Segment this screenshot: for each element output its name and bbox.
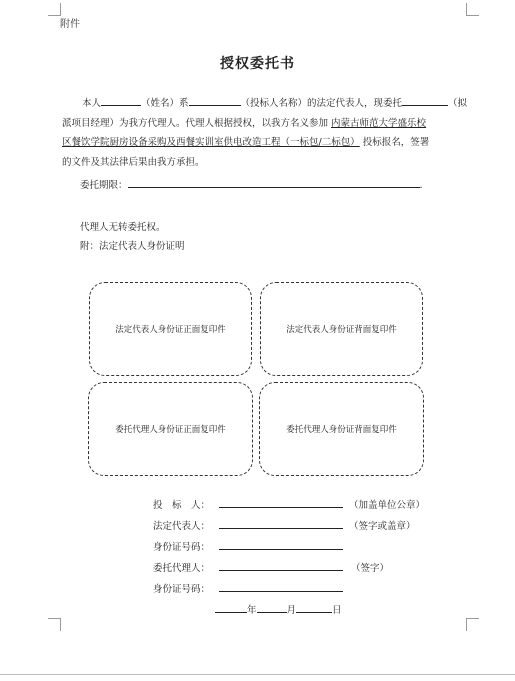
bidder-name-blank[interactable]: [189, 94, 241, 106]
bidder-note: （加盖单位公章）: [349, 500, 426, 511]
legal-rep-id-row: [153, 538, 343, 553]
day-label: 日: [332, 605, 342, 616]
year-label: 年: [247, 605, 257, 616]
bidder-blank[interactable]: [219, 496, 343, 508]
agent-id-label: 身份证号码：: [153, 584, 211, 595]
agent-id-back-box: [259, 382, 424, 476]
bidder-label: 投 标 人：: [153, 500, 211, 511]
agent-id-front-label: 委托代理人身份证正面复印件: [115, 425, 226, 435]
agent-id-back-label: 委托代理人身份证背面复印件: [286, 425, 397, 435]
attachment-note: 附：法定代表人身份证明: [80, 241, 185, 252]
page-corner-mark-bottom-left: [48, 618, 61, 631]
term-blank[interactable]: [128, 176, 420, 188]
project-name-part-1: 内蒙古师范大学盛乐校: [331, 117, 427, 129]
page-corner-mark-bottom-right: [466, 618, 479, 631]
agent-label: 委托代理人：: [153, 563, 211, 574]
bidder-row: [153, 496, 425, 511]
no-delegation-note: 代理人无转委托权。: [80, 222, 166, 233]
legal-rep-note: （签字或盖章）: [349, 521, 416, 532]
agent-row: [153, 559, 389, 574]
month-label: 月: [286, 605, 297, 616]
term-end: .: [419, 180, 423, 191]
body-text-6: 投标报名，签署: [362, 137, 430, 148]
page-bottom-divider: [0, 674, 515, 675]
legal-rep-id-blank[interactable]: [219, 538, 343, 550]
body-text-2: （姓名）系: [141, 98, 189, 109]
agent-id-blank[interactable]: [219, 580, 343, 592]
term-label: 委托期限：: [80, 180, 128, 191]
page-corner-mark-top-right: [466, 3, 479, 16]
legal-rep-id-front-box: [89, 282, 252, 376]
body-text-5: 派项目经理）为我方代理人。代理人根据授权，以我方名义参加: [62, 117, 329, 129]
authorization-paragraph: [62, 94, 482, 172]
legal-rep-blank[interactable]: [219, 517, 343, 529]
date-row: [215, 601, 342, 616]
name-blank[interactable]: [101, 94, 141, 106]
agent-blank[interactable]: [219, 559, 343, 571]
document-title: 授权委托书: [220, 56, 295, 72]
body-text-3: （投标人名称）的法定代表人，现委托: [240, 98, 403, 109]
body-text-1: 本人: [82, 98, 102, 109]
body-text-7: 的文件及其法律后果由我方承担。: [62, 156, 205, 168]
year-blank[interactable]: [215, 601, 247, 613]
day-blank[interactable]: [296, 601, 332, 613]
legal-rep-id-front-label: 法定代表人身份证正面复印件: [115, 325, 226, 335]
legal-rep-label: 法定代表人：: [153, 521, 211, 532]
legal-rep-id-back-label: 法定代表人身份证背面复印件: [286, 325, 397, 335]
month-blank[interactable]: [257, 601, 287, 613]
body-text-4: （拟: [448, 98, 468, 109]
agent-name-blank[interactable]: [402, 94, 448, 106]
project-name-part-2: 区餐饮学院厨房设备采购及西餐实训室供电改造工程（一标包/二标包）: [62, 137, 360, 148]
agent-id-row: [153, 580, 343, 595]
legal-rep-id-label: 身份证号码：: [153, 542, 211, 553]
agent-id-front-box: [88, 382, 253, 476]
legal-rep-id-back-box: [260, 282, 423, 376]
agent-note: （签字）: [351, 563, 390, 574]
term-row: [80, 176, 423, 191]
legal-rep-row: [153, 517, 416, 532]
annex-label: 附件: [60, 19, 80, 30]
